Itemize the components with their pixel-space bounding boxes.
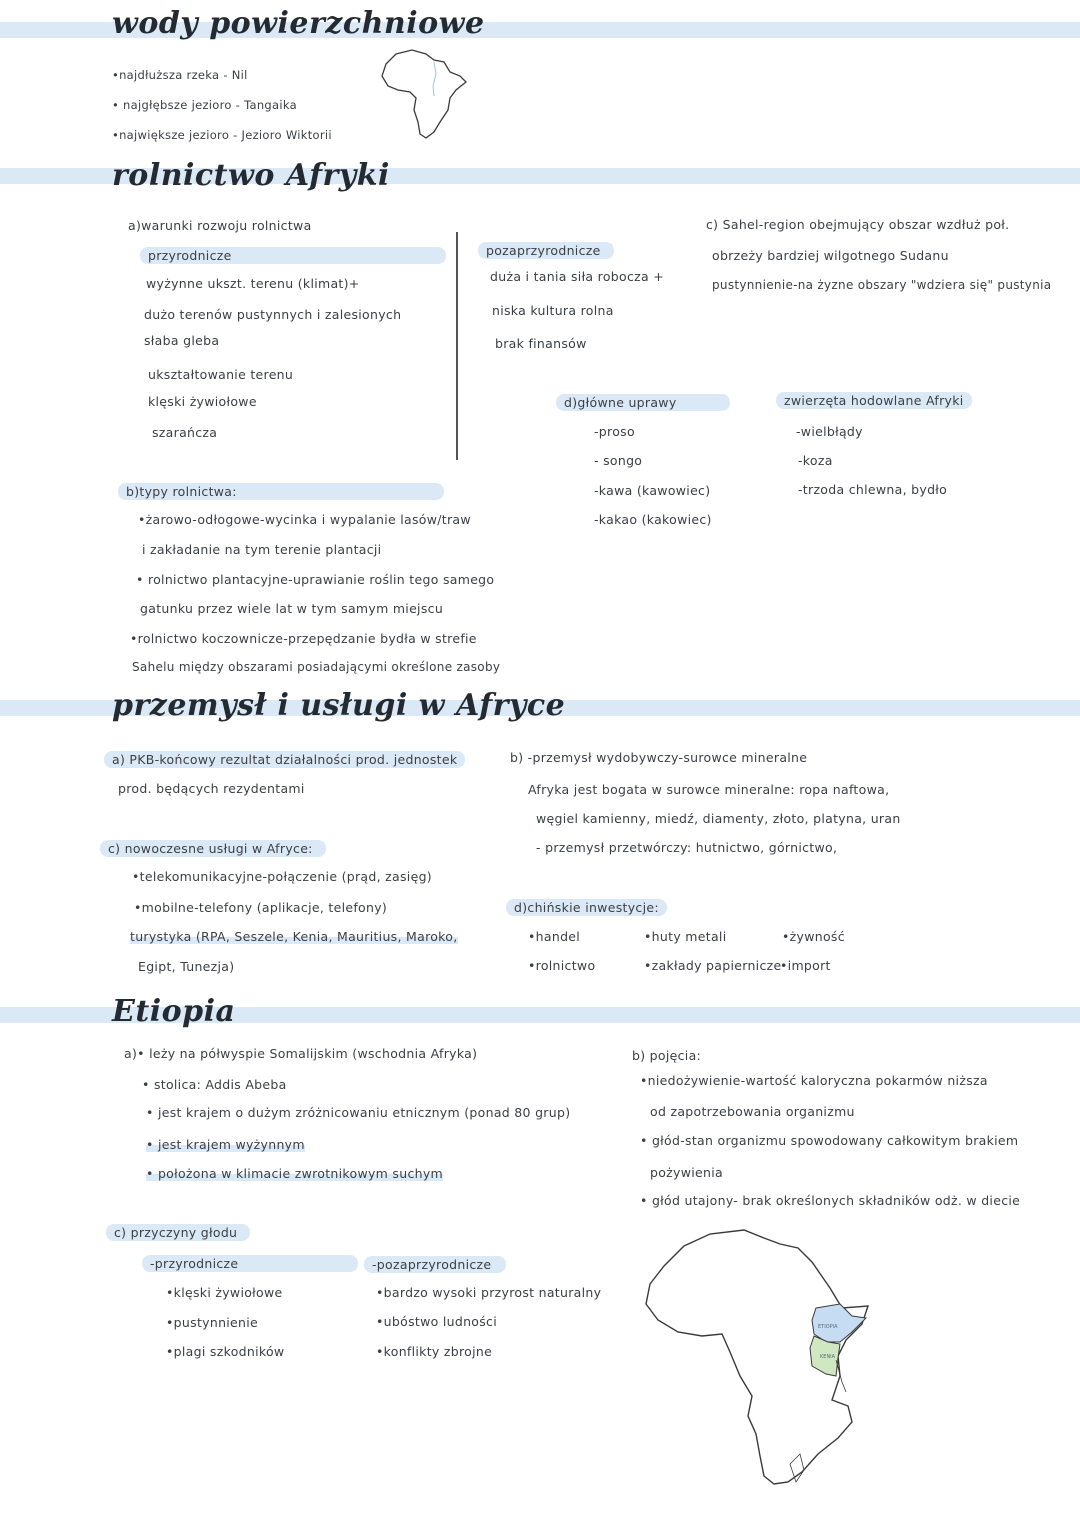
- inwestycje-item: •rolnictwo: [528, 958, 596, 973]
- etiopia-line: a)• leży na półwyspie Somalijskim (wschodnia Afryka): [124, 1046, 478, 1061]
- inwestycje-item: •handel: [528, 929, 581, 944]
- etiopia-line: • jest krajem wyżynnym: [146, 1137, 305, 1152]
- africa-outline-small: [378, 46, 470, 142]
- typy-line: Sahelu między obszarami posiadającymi określone zasoby: [132, 660, 501, 674]
- typy-line: •rolnictwo koczownicze-przepędzanie bydła w strefie: [130, 631, 477, 646]
- przyczyny-przyrodnicze-label: -przyrodnicze: [142, 1255, 358, 1272]
- africa-map-large: [640, 1224, 880, 1494]
- przyczyny-item: •bardzo wysoki przyrost naturalny: [376, 1285, 602, 1300]
- typy-line: • rolnictwo plantacyjne-uprawianie roślin tego samego: [136, 572, 495, 587]
- uslugi-line: •telekomunikacyjne-połączenie (prąd, zasięg): [132, 869, 432, 884]
- section-title-przemysl: przemysł i usługi w Afryce: [112, 688, 566, 723]
- pojecia-line: • głód utajony- brak określonych składników odż. w diecie: [640, 1193, 1021, 1208]
- zwierzeta-item: -trzoda chlewna, bydło: [798, 482, 948, 497]
- przyczyny-item: •klęski żywiołowe: [166, 1285, 283, 1300]
- uslugi-line: •mobilne-telefony (aplikacje, telefony): [134, 900, 388, 915]
- przyrodnicze-item: szarańcza: [152, 425, 218, 440]
- typy-line: gatunku przez wiele lat w tym samym miejscu: [140, 601, 444, 616]
- zwierzeta-item: -wielbłądy: [796, 424, 863, 439]
- uprawy-item: - songo: [594, 453, 643, 468]
- przemysl-line: b) -przemysł wydobywczy-surowce mineralne: [510, 750, 808, 765]
- pozaprzyrodnicze-item: duża i tania siła robocza +: [490, 269, 664, 284]
- section-title-etiopia: Etiopia: [112, 994, 236, 1029]
- pojecia-line: pożywienia: [650, 1165, 723, 1180]
- typy-line: i zakładanie na tym terenie plantacji: [142, 542, 382, 557]
- pojecia-line: •niedożywienie-wartość kaloryczna pokarmów niższa: [640, 1073, 988, 1088]
- przyczyny-item: •pustynnienie: [166, 1315, 259, 1330]
- przyrodnicze-label: przyrodnicze: [140, 247, 446, 264]
- pozaprzyrodnicze-label: pozaprzyrodnicze: [478, 242, 614, 259]
- typy-line: •żarowo-odłogowe-wycinka i wypalanie lasów/traw: [138, 512, 471, 527]
- uprawy-label: d)główne uprawy: [556, 394, 730, 411]
- pkb-line: prod. będących rezydentami: [118, 781, 305, 796]
- wody-item: • najgłębsze jezioro - Tangaika: [112, 98, 297, 112]
- uprawy-item: -kawa (kawowiec): [594, 483, 711, 498]
- pojecia-label: b) pojęcia:: [632, 1048, 702, 1063]
- pozaprzyrodnicze-item: brak finansów: [495, 336, 587, 351]
- pojecia-line: • głód-stan organizmu spowodowany całkowitym brakiem: [640, 1133, 1019, 1148]
- map-label-kenya: KENIA: [820, 1354, 836, 1360]
- inwestycje-item: •żywność: [782, 929, 845, 944]
- sahel-line: pustynnienie-na żyzne obszary "wdziera się" pustynia: [712, 278, 1052, 292]
- uprawy-item: -proso: [594, 424, 635, 439]
- map-label-ethiopia: ETIOPIA: [818, 1324, 838, 1330]
- uslugi-line: Egipt, Tunezja): [138, 959, 235, 974]
- etiopia-line: • stolica: Addis Abeba: [142, 1077, 287, 1092]
- przemysl-line: Afryka jest bogata w surowce mineralne: ropa naftowa,: [528, 782, 890, 797]
- uslugi-line: turystyka (RPA, Seszele, Kenia, Mauritius, Maroko,: [130, 929, 458, 944]
- przyczyny-label: c) przyczyny głodu: [106, 1224, 250, 1241]
- sahel-line: c) Sahel-region obejmujący obszar wzdłuż poł.: [706, 217, 1010, 232]
- inwestycje-item: •zakłady papiernicze: [644, 958, 782, 973]
- inwestycje-label: d)chińskie inwestycje:: [506, 899, 667, 916]
- przyczyny-item: •ubóstwo ludności: [376, 1314, 497, 1329]
- przyrodnicze-item: dużo terenów pustynnych i zalesionych: [144, 307, 402, 322]
- section-title-rolnictwo: rolnictwo Afryki: [112, 158, 390, 193]
- przyrodnicze-item: wyżynne ukszt. terenu (klimat)+: [146, 276, 360, 291]
- typy-rolnictwa-label: b)typy rolnictwa:: [118, 483, 444, 500]
- etiopia-line: • jest krajem o dużym zróżnicowaniu etnicznym (ponad 80 grup): [146, 1105, 571, 1120]
- przyczyny-item: •plagi szkodników: [166, 1344, 285, 1359]
- przyrodnicze-item: klęski żywiołowe: [148, 394, 257, 409]
- inwestycje-item: •huty metali: [644, 929, 727, 944]
- uslugi-label: c) nowoczesne usługi w Afryce:: [100, 840, 326, 857]
- pozaprzyrodnicze-item: niska kultura rolna: [492, 303, 614, 318]
- zwierzeta-item: -koza: [798, 453, 833, 468]
- przyrodnicze-item: ukształtowanie terenu: [148, 367, 294, 382]
- przemysl-line: węgiel kamienny, miedź, diamenty, złoto, platyna, uran: [536, 811, 901, 826]
- uprawy-item: -kakao (kakowiec): [594, 512, 712, 527]
- rolnictwo-a-header: a)warunki rozwoju rolnictwa: [128, 218, 312, 233]
- wody-item: •najdłuższa rzeka - Nil: [112, 68, 248, 82]
- przyczyny-poza-label: -pozaprzyrodnicze: [364, 1256, 506, 1273]
- inwestycje-item: •import: [780, 958, 831, 973]
- section-title-wody: wody powierzchniowe: [112, 6, 485, 41]
- etiopia-line: • położona w klimacie zwrotnikowym suchym: [146, 1166, 444, 1181]
- ethiopia-region: [812, 1304, 866, 1342]
- wody-item: •największe jezioro - Jezioro Wiktorii: [112, 128, 332, 142]
- column-divider: [456, 232, 458, 460]
- pojecia-line: od zapotrzebowania organizmu: [650, 1104, 855, 1119]
- pkb-line: a) PKB-końcowy rezultat działalności prod. jednostek: [104, 751, 465, 768]
- przemysl-line: - przemysł przetwórczy: hutnictwo, górnictwo,: [536, 840, 838, 855]
- sahel-line: obrzeży bardziej wilgotnego Sudanu: [712, 248, 949, 263]
- przyrodnicze-item: słaba gleba: [144, 333, 220, 348]
- przyczyny-item: •konflikty zbrojne: [376, 1344, 493, 1359]
- zwierzeta-label: zwierzęta hodowlane Afryki: [776, 392, 972, 409]
